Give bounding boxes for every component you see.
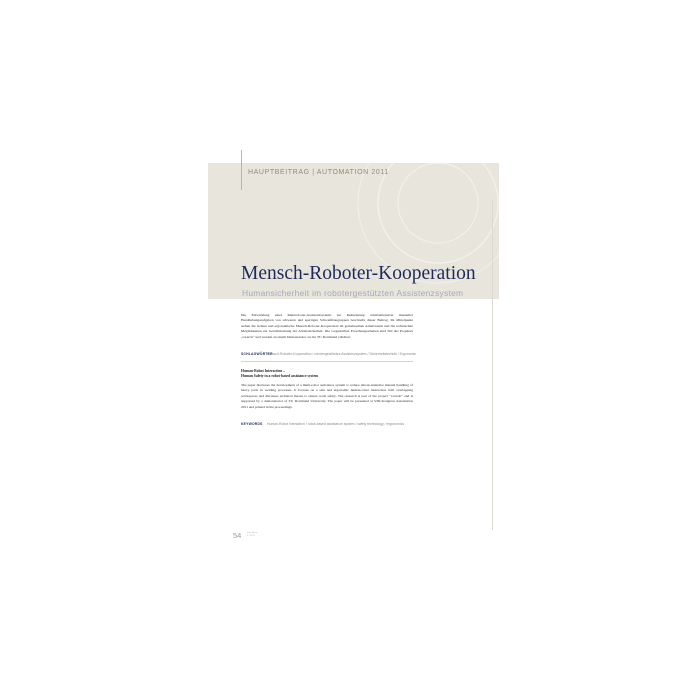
keywords-label: SCHLAGWÖRTER xyxy=(241,352,273,356)
issue-info xyxy=(247,532,257,538)
page-subtitle: Humansicherheit im robotergestützten Assistenzsystem xyxy=(242,288,464,298)
english-heading xyxy=(241,369,318,380)
english-heading-line2: Human Safety in a robot-based assistance system xyxy=(241,374,319,379)
page-title: Mensch-Roboter-Kooperation xyxy=(241,263,476,284)
section-label: HAUPTBEITRAG | AUTOMATION 2011 xyxy=(248,169,389,176)
guide-line-right xyxy=(492,200,493,530)
english-abstract: The paper discusses the development of a multi-robot assistance system to reduce labour-intensive manual handling of heavy parts in welding processes. It focuses on a safe and ergonomic human-robot interaction with overlapping workspaces and discusses technical means to ensure work safety. The research is part of the project “rorarob” and is supported by a demonstrator of TU Dortmund University. The paper will be presented at VDI-Kongress Automation 2011 and printed in the proceedings. xyxy=(241,383,413,409)
section-divider xyxy=(241,361,413,362)
keywords-label: KEYWORDS xyxy=(241,422,263,426)
page-number: 54 xyxy=(233,531,242,540)
keywords-text: Human-Robot Interaction / robot-based assistance system / safety technology / ergonomics xyxy=(267,422,405,426)
issue-line2: 6 / 2011 xyxy=(247,534,255,537)
guide-line-left xyxy=(241,150,242,190)
english-heading-line1: Human-Robot Interaction – xyxy=(241,369,286,373)
issue-line1: atp edition xyxy=(247,532,258,534)
keywords-text: Mensch-Roboter-Kooperation / robotergestütztes Assistenzsystem / Sicherheitstechnik / Ergonomie xyxy=(267,352,417,356)
german-abstract: Die Entwicklung eines Mehrroboter-Assistenzsystems zur Reduzierung arbeitsintensiver manueller Handhabungsaufgaben von schweren und sperrigen Schweißbaugruppen beschreibt dieser Beitrag. Im Mittelpunkt stehen die sichere und ergonomische Mensch-Roboter-Kooperation im gemeinsamen Arbeitsraum und die technischen Möglichkeiten zur Gewährleistung der Arbeitssicherheit. Die vorgestellten Forschungsarbeiten sind Teil des Projektes „rorarob“ und wurden an einem Demonstrator an der TU Dortmund validiert. xyxy=(241,313,413,339)
